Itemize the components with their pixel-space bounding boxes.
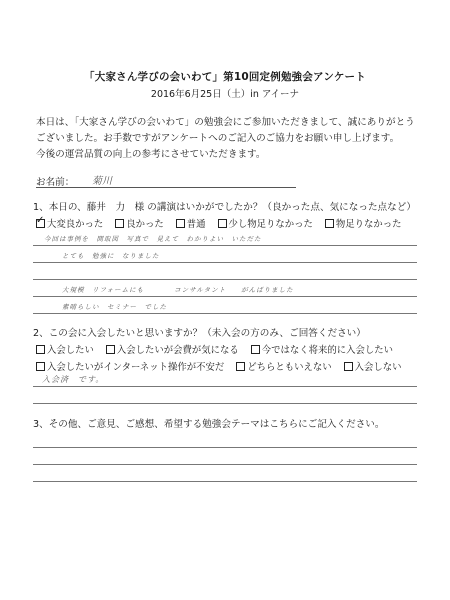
option-label: 入会しない bbox=[354, 362, 402, 373]
survey-title: 「大家さん学びの会いわて」第10回定例勉強会アンケート bbox=[84, 71, 366, 83]
option-very-good[interactable] bbox=[36, 216, 103, 230]
intro-line: 本日は、「大家さん学びの会いわて」の勉強会にご参加いただきまして、誠にありがとう bbox=[36, 117, 415, 128]
option-undecided[interactable] bbox=[236, 359, 331, 373]
option-good[interactable] bbox=[115, 216, 164, 230]
option-label: 大変良かった bbox=[47, 219, 104, 230]
option-join-internet-concern[interactable] bbox=[36, 359, 224, 373]
option-label: 今ではなく将来的に入会したい bbox=[261, 345, 394, 356]
question-2-options-row-2 bbox=[36, 359, 411, 373]
option-not-join[interactable] bbox=[344, 359, 402, 373]
handwritten-comment: 入会済 です。 bbox=[42, 375, 105, 384]
answer-line bbox=[33, 403, 417, 404]
checkbox-icon[interactable] bbox=[344, 362, 353, 371]
option-label: 良かった bbox=[126, 219, 164, 230]
checkbox-icon[interactable] bbox=[36, 362, 45, 371]
name-handwritten-value: 菊川 bbox=[92, 176, 112, 187]
event-date: 2016年6月25日（土）in アイーナ bbox=[150, 89, 300, 100]
option-label: 入会したいがインターネット操作が不安だ bbox=[47, 362, 225, 373]
checkbox-icon[interactable] bbox=[106, 345, 115, 354]
name-label: お名前： bbox=[36, 177, 75, 188]
answer-line bbox=[33, 279, 417, 280]
option-join-fee-concern[interactable] bbox=[106, 342, 239, 356]
answer-line bbox=[33, 481, 417, 482]
intro-line: 今後の運営品質の向上の参考にさせていただきます。 bbox=[36, 149, 266, 160]
option-label: 少し物足りなかった bbox=[228, 219, 313, 230]
option-label: 入会したいが会費が気になる bbox=[116, 345, 239, 356]
handwritten-comment: 今回は事例を 間取図 写真で 見えて わかりよい いただた bbox=[44, 235, 262, 243]
checkbox-icon[interactable] bbox=[115, 219, 124, 228]
question-3: 3、その他、ご意見、ご感想、希望する勉強会テーマはこちらにご記入ください。 bbox=[33, 419, 385, 430]
question-2: 2、この会に入会したいと思いますか？（未入会の方のみ、ご回答ください） bbox=[33, 328, 366, 339]
question-2-options-row-1 bbox=[36, 342, 402, 356]
handwritten-comment: 大規模 リフォームにも コンサルタント がんばりました bbox=[62, 286, 294, 294]
option-label: 物足りなかった bbox=[335, 219, 402, 230]
answer-line bbox=[33, 245, 417, 246]
option-join[interactable] bbox=[36, 342, 94, 356]
option-label: 普通 bbox=[186, 219, 206, 230]
answer-line bbox=[33, 296, 417, 297]
option-average[interactable] bbox=[176, 216, 206, 230]
question-1: 1、本日の、藤井 力 様 の講演はいかがでしたか？（良かった点、気になった点など） bbox=[33, 202, 416, 213]
option-join-later[interactable] bbox=[251, 342, 393, 356]
handwritten-comment: 素晴らしい セミナー でした bbox=[62, 303, 167, 311]
name-underline bbox=[36, 187, 296, 188]
option-label: どちらともいえない bbox=[247, 362, 332, 373]
checkbox-checked-icon[interactable] bbox=[36, 219, 45, 228]
answer-line bbox=[33, 447, 417, 448]
answer-line bbox=[33, 313, 417, 314]
name-field[interactable] bbox=[36, 172, 296, 188]
option-slightly-lacking[interactable] bbox=[218, 216, 313, 230]
checkbox-icon[interactable] bbox=[251, 345, 260, 354]
checkbox-icon[interactable] bbox=[325, 219, 334, 228]
option-label: 入会したい bbox=[47, 345, 94, 356]
intro-line: ございました。お手数ですがアンケートへのご記入のご協力をお願い申し上げます。 bbox=[36, 133, 400, 144]
answer-line bbox=[33, 386, 417, 387]
checkbox-icon[interactable] bbox=[36, 345, 45, 354]
handwritten-comment: とても 勉強に なりました bbox=[62, 252, 160, 260]
intro-text bbox=[36, 115, 415, 163]
checkbox-icon[interactable] bbox=[218, 219, 227, 228]
checkbox-icon[interactable] bbox=[176, 219, 185, 228]
answer-line bbox=[33, 464, 417, 465]
checkbox-icon[interactable] bbox=[236, 362, 245, 371]
question-1-options bbox=[36, 216, 411, 230]
option-lacking[interactable] bbox=[325, 216, 402, 230]
answer-line bbox=[33, 262, 417, 263]
